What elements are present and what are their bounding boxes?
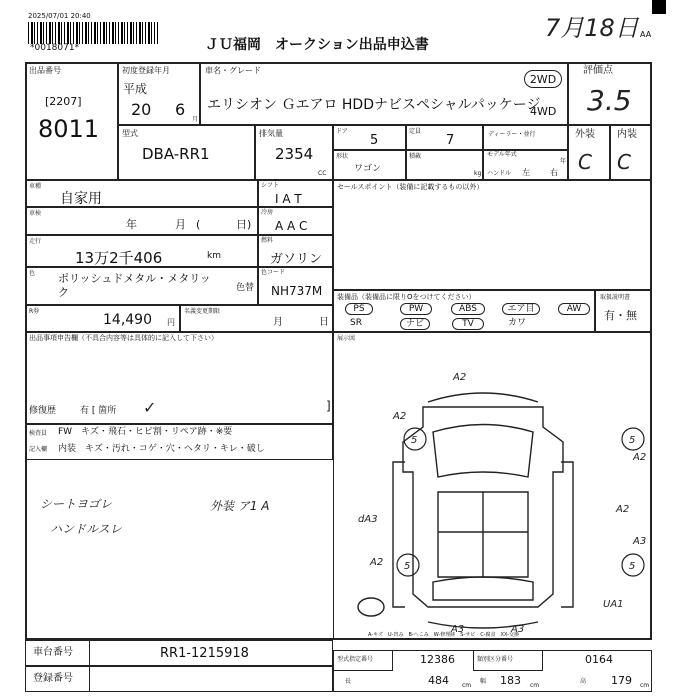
color-code-value: NH737M bbox=[271, 284, 323, 298]
cooler-label: 冷房 bbox=[261, 209, 274, 216]
handle-left: 左 bbox=[522, 168, 530, 177]
cert-label: 型式指定番号 bbox=[337, 656, 374, 663]
equip-ps[interactable] bbox=[345, 303, 373, 315]
sales-point-cell bbox=[333, 180, 652, 290]
inspection-year-unit: 年 bbox=[126, 218, 137, 231]
repair-history-close: ] bbox=[326, 399, 331, 413]
drive-2wd[interactable] bbox=[524, 70, 562, 88]
height-value: 179 bbox=[611, 674, 632, 687]
interior-grade: C bbox=[617, 150, 631, 174]
mileage-label: 走行 bbox=[29, 238, 42, 245]
diagram-label: 展示図 bbox=[337, 335, 356, 342]
equip-navi[interactable] bbox=[400, 318, 430, 330]
doors-value: 5 bbox=[370, 133, 379, 148]
tire-rear-right: 5 bbox=[629, 561, 636, 572]
equip-abs[interactable] bbox=[451, 303, 485, 315]
equip-pw-label: PW bbox=[408, 304, 424, 314]
inspection-paren: ( bbox=[196, 218, 201, 231]
name-change-day: 日 bbox=[319, 317, 329, 328]
registration-label: 初度登録年月 bbox=[122, 66, 170, 75]
inspection-cell bbox=[25, 207, 258, 235]
exterior-grade: C bbox=[578, 150, 592, 174]
note-left2: ハンドルスレ bbox=[50, 522, 122, 536]
color-change-label: 色替 bbox=[236, 283, 255, 293]
score-label: 評価点 bbox=[583, 65, 613, 76]
color-code-label: 色コード bbox=[261, 269, 286, 276]
inspection-day-unit: 日) bbox=[236, 218, 252, 231]
repair-history-value: 有 [ 箇所 bbox=[80, 406, 117, 416]
inspector-row1: FW キズ・飛石・ヒビ割・リペア跡・※要 bbox=[58, 427, 233, 437]
equip-air[interactable] bbox=[502, 303, 540, 315]
capacity-value: 7 bbox=[446, 133, 455, 148]
inspector-row2: 内装 キズ・汚れ・コゲ・穴・ヘタリ・キレ・破し bbox=[58, 444, 265, 454]
equip-leather[interactable]: カワ bbox=[508, 318, 527, 328]
displacement-label: 排気量 bbox=[259, 129, 283, 138]
registration-month: 6 bbox=[175, 100, 186, 119]
mark-a2-right: A2 bbox=[633, 452, 647, 463]
barcode-number: *0018071* bbox=[30, 43, 80, 53]
inspector-label-a: 検査員 bbox=[29, 430, 48, 437]
note-left: シートヨゴレ bbox=[40, 497, 113, 511]
equip-tv-label: TV bbox=[462, 319, 474, 329]
car-diagram bbox=[333, 332, 652, 640]
repair-history-mark: ✓ bbox=[143, 398, 157, 417]
height-label: 高 bbox=[580, 678, 587, 685]
chassis-value: RR1-1215918 bbox=[160, 646, 249, 661]
mark-a3-right: A3 bbox=[633, 536, 647, 547]
load-label: 積載 bbox=[409, 153, 422, 160]
date-suffix: AA bbox=[640, 30, 652, 39]
tire-front-left: 5 bbox=[411, 435, 418, 446]
equip-aw[interactable] bbox=[558, 303, 590, 315]
recycle-unit: 円 bbox=[167, 318, 175, 327]
cooler-value: A A C bbox=[275, 219, 308, 233]
lot-number: 8011 bbox=[38, 115, 100, 143]
registration-era: 平成 bbox=[123, 82, 148, 96]
dealer-label: ディーラー・並行 bbox=[488, 131, 536, 138]
capacity-label: 定員 bbox=[409, 128, 422, 135]
cert-value: 12386 bbox=[420, 653, 455, 666]
model-name: エリシオン Ｇエアロ HDDナビスペシャルパッケージ bbox=[207, 97, 541, 113]
exterior-label: 外装 bbox=[575, 129, 595, 140]
name-change-month: 月 bbox=[273, 317, 283, 328]
doors-label: ドア bbox=[336, 128, 348, 135]
inspection-month-unit: 月 bbox=[175, 218, 186, 231]
width-unit: cm bbox=[530, 682, 540, 689]
use-label: 車種 bbox=[29, 183, 42, 190]
note-right: 外装 ア1 A bbox=[210, 499, 270, 513]
equip-pw[interactable] bbox=[400, 303, 432, 315]
use-value: 自家用 bbox=[60, 191, 102, 207]
handle-label: ハンドル bbox=[487, 170, 512, 177]
fuel-value: ガソリン bbox=[270, 252, 323, 267]
corner-marker bbox=[652, 0, 666, 14]
mark-a2-rear-left: A2 bbox=[370, 557, 384, 568]
recycle-value: 14,490 bbox=[103, 312, 152, 328]
sales-point-label: セールスポイント（装備に記載するもの以外） bbox=[337, 183, 484, 191]
model-label: 車名・グレード bbox=[205, 66, 261, 75]
width-value: 183 bbox=[500, 674, 521, 687]
handle-right: 右 bbox=[550, 168, 558, 177]
repair-history-label: 修復歴 bbox=[29, 406, 57, 416]
equip-sr[interactable]: SR bbox=[350, 318, 362, 328]
equip-ps-label: PS bbox=[353, 304, 365, 314]
color-value: ポリッシュドメタル・メタリック bbox=[58, 272, 211, 299]
model-year-label: モデル年式 bbox=[487, 151, 517, 158]
equipment-label: 装備品（装備品に限りOをつけてください） bbox=[337, 293, 476, 301]
displacement-unit: CC bbox=[318, 170, 327, 177]
chassis-label: 車台番号 bbox=[33, 647, 73, 658]
equip-navi-label: ナビ bbox=[405, 319, 424, 329]
score-value: 3.5 bbox=[587, 84, 632, 117]
tire-front-right: 5 bbox=[629, 435, 636, 446]
mark-a1: UA1 bbox=[603, 599, 624, 610]
type-label: 型式 bbox=[122, 129, 138, 138]
load-unit: kg bbox=[474, 170, 482, 177]
equip-abs-label: ABS bbox=[459, 304, 477, 314]
class-value: 0164 bbox=[585, 653, 613, 666]
drive-2wd-label: 2WD bbox=[529, 73, 557, 86]
displacement-value: 2354 bbox=[275, 145, 314, 163]
class-label: 類別区分番号 bbox=[477, 656, 514, 663]
reg-label: 登録番号 bbox=[33, 673, 73, 684]
body-shape-label: 形状 bbox=[336, 153, 349, 160]
print-timestamp: 2025/07/01 20:40 bbox=[28, 12, 91, 20]
diagram-legend: A-キズ U-凹み B-へこみ W-修理跡 S-サビ C-腐食 XX-交換 bbox=[368, 632, 519, 638]
tire-rear-left: 5 bbox=[404, 561, 411, 572]
mark-a2-mid: A2 bbox=[616, 504, 630, 515]
equip-aw-label: AW bbox=[566, 304, 582, 314]
interior-label: 内装 bbox=[617, 129, 637, 140]
width-label: 幅 bbox=[480, 678, 487, 685]
length-label: 長 bbox=[345, 678, 352, 685]
shift-value: I A T bbox=[275, 192, 302, 206]
registration-year: 20 bbox=[131, 100, 152, 119]
lot-label: 出品番号 bbox=[29, 66, 61, 75]
model-year-unit: 年 bbox=[560, 158, 567, 165]
length-value: 484 bbox=[428, 674, 449, 687]
name-change-label: 名義変更期限 bbox=[184, 308, 221, 315]
equip-air-label: エア目 bbox=[507, 304, 535, 314]
barcode bbox=[28, 22, 158, 44]
equip-tv[interactable] bbox=[452, 318, 484, 330]
mark-a3-rear2: A3 bbox=[511, 624, 525, 635]
fuel-label: 燃料 bbox=[261, 237, 274, 244]
notes-cell bbox=[25, 332, 333, 424]
registration-month-unit: 月 bbox=[192, 116, 199, 123]
notes-label: 出品事項申告欄（不具合内容等は具体的に記入して下さい） bbox=[29, 334, 218, 342]
date-handwritten: 7月18日 bbox=[545, 14, 639, 42]
length-unit: cm bbox=[462, 682, 472, 689]
mark-a3-left: dA3 bbox=[358, 514, 378, 525]
inspection-label: 車検 bbox=[29, 210, 42, 217]
recycle-label: R券 bbox=[29, 308, 40, 315]
type-value: DBA-RR1 bbox=[142, 145, 210, 163]
mark-a2-left: A2 bbox=[393, 411, 407, 422]
mileage-unit: km bbox=[207, 251, 221, 261]
lot-sub-number: [2207] bbox=[45, 95, 82, 108]
body-shape-value: ワゴン bbox=[354, 164, 382, 174]
drive-4wd[interactable]: 4WD bbox=[530, 105, 557, 118]
manual-label: 取扱説明書 bbox=[600, 294, 631, 301]
mileage-value: 13万2千406 bbox=[75, 249, 163, 267]
color-label: 色 bbox=[29, 270, 36, 277]
mark-a3-rear: A3 bbox=[451, 624, 465, 635]
height-unit: cm bbox=[640, 682, 650, 689]
shift-label: シフト bbox=[261, 182, 280, 189]
mark-a2-front: A2 bbox=[453, 372, 467, 383]
manual-value: 有・無 bbox=[604, 309, 637, 322]
inspector-label-b: 記入欄 bbox=[29, 446, 48, 453]
sheet-title: ＪＵ福岡 オークション出品申込書 bbox=[205, 37, 429, 53]
